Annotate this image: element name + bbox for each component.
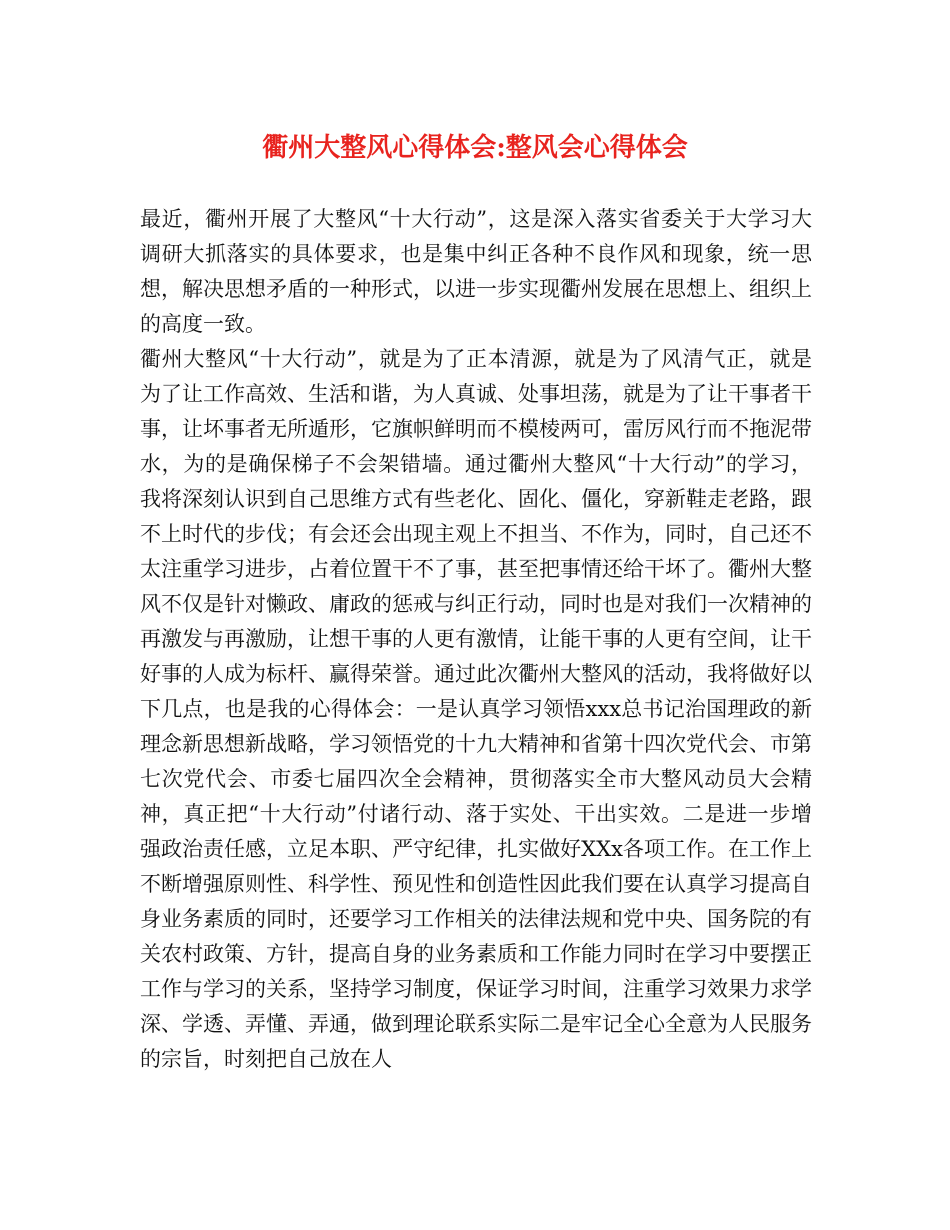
- document-body: [140, 202, 812, 1077]
- paragraph-intro: 最近，衢州开展了大整风“十大行动”，这是深入落实省委关于大学习大调研大抓落实的具体要求，也是集中纠正各种不良作风和现象，统一思想，解决思想矛盾的一种形式，以进一步实现衢州发展在思想上、组织上的高度一致。: [140, 207, 812, 336]
- paragraph-main: 衢州大整风“十大行动”，就是为了正本清源，就是为了风清气正，就是为了让工作高效、生活和谐，为人真诚、处事坦荡，就是为了让干事者干事，让坏事者无所遁形，它旗帜鲜明而不模棱两可，雷厉风行而不拖泥带水，为的是确保梯子不会架错墙。通过衢州大整风“十大行动”的学习，我将深刻认识到自己思维方式有些老化、固化、僵化，穿新鞋走老路，跟不上时代的步伐；有会还会出现主观上不担当、不作为，同时，自己还不太注重学习进步，占着位置干不了事，甚至把事情还给干坏了。衢州大整风不仅是针对懒政、庸政的惩戒与纠正行动，同时也是对我们一次精神的再激发与再激励，让想干事的人更有激情，让能干事的人更有空间，让干好事的人成为标杆、赢得荣誉。通过此次衢州大整风的活动，我将做好以下几点，也是我的心得体会：一是认真学习领悟xxx总书记治国理政的新理念新思想新战略，学习领悟党的十九大精神和省第十四次党代会、市第七次党代会、市委七届四次全会精神，贯彻落实全市大整风动员大会精神，真正把“十大行动”付诸行动、落于实处、干出实效。二是进一步增强政治责任感，立足本职、严守纪律，扎实做好XXx各项工作。在工作上不断增强原则性、科学性、预见性和创造性因此我们要在认真学习提高自身业务素质的同时，还要学习工作相关的法律法规和党中央、国务院的有关农村政策、方针，提高自身的业务素质和工作能力同时在学习中要摆正工作与学习的关系，坚持学习制度，保证学习时间，注重学习效果力求学深、学透、弄懂、弄通，做到理论联系实际二是牢记全心全意为人民服务的宗旨，时刻把自己放在人: [140, 347, 812, 1071]
- document-title: 衢州大整风心得体会:整风会心得体会: [262, 133, 688, 163]
